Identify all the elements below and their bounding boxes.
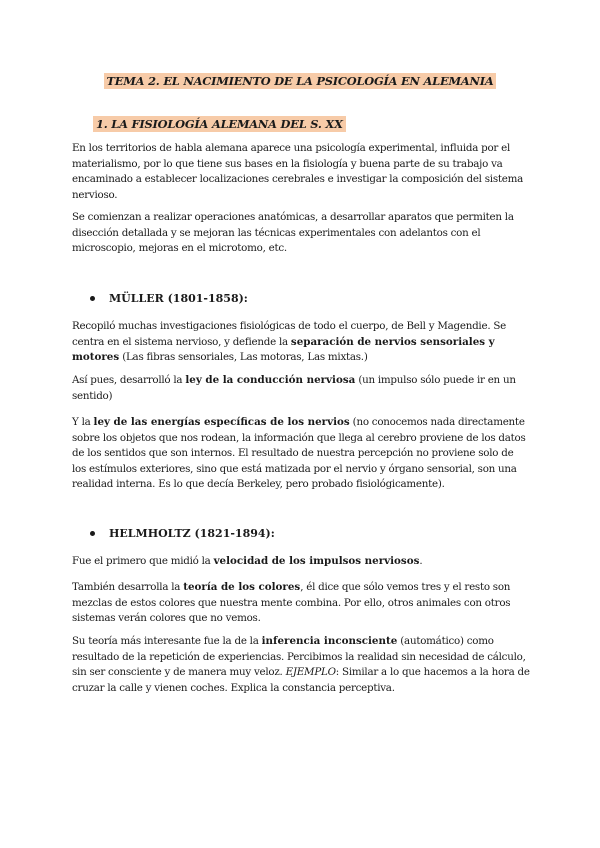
helmholtz-emphasis-3: inferencia inconsciente: [261, 635, 398, 647]
helmholtz-example-label: EJEMPLO: [285, 666, 336, 678]
title-text: TEMA 2. EL NACIMIENTO DE LA PSICOLOGÍA EN ALEMANIA: [104, 73, 497, 89]
section-heading-text: 1. LA FISIOLOGÍA ALEMANA DEL S. XX: [93, 116, 346, 132]
intro-paragraph-2: Se comienzan a realizar operaciones anatómicas, a desarrollar aparatos que permiten la disección detallada y se mejoran las técnicas experimentales con adelantos con el microscopio, mejoras en el microtomo, etc.: [72, 211, 514, 254]
muller-paragraph-3: Y la ley de las energías específicas de los nervios (no conocemos nada directamente sobre los objetos que nos rodean, la información que llega al cerebro proviene de los datos de los sentidos que son internos. El resultado de nuestra percepción no proviene solo de los estímulos exteriores, sino que está matizada por el nervio y órgano sensorial, son una realidad interna. Es lo que decía Berkeley, pero probado fisiológicamente).: [72, 416, 526, 490]
muller-heading: MÜLLER (1801-1858):: [109, 292, 248, 305]
document-title: [0, 70, 600, 89]
section-heading: [93, 113, 346, 132]
muller-paragraph-2: Así pues, desarrolló la ley de la conducción nerviosa (un impulso sólo puede ir en un sentido): [72, 374, 516, 402]
muller-emphasis-2: ley de la conducción nerviosa: [185, 374, 356, 386]
bullet-icon: [90, 531, 95, 536]
helmholtz-emphasis-1: velocidad de los impulsos nerviosos: [213, 555, 420, 567]
bullet-helmholtz: [90, 527, 275, 540]
helmholtz-emphasis-2: teoría de los colores: [183, 581, 301, 593]
helmholtz-paragraph-1: Fue el primero que midió la velocidad de los impulsos nerviosos.: [72, 555, 423, 567]
bullet-muller: [90, 292, 248, 305]
muller-paragraph-1: Recopiló muchas investigaciones fisiológicas de todo el cuerpo, de Bell y Magendie. Se centra en el sistema nervioso, y defiende la separación de nervios sensoriales y motores (Las fibras sensoriales, Las motoras, Las mixtas.): [72, 320, 507, 363]
helmholtz-paragraph-2: También desarrolla la teoría de los colores, él dice que sólo vemos tres y el resto son mezclas de estos colores que nuestra mente combina. Por ello, otros animales con otros sistemas verán colores que no vemos.: [72, 581, 511, 624]
helmholtz-heading: HELMHOLTZ (1821-1894):: [109, 527, 275, 540]
helmholtz-paragraph-3: Su teoría más interesante fue la de la inferencia inconsciente (automático) como resultado de la repetición de experiencias. Percibimos la realidad sin necesidad de cálculo, sin ser consciente y de manera muy veloz. EJEMPLO: Similar a lo que hacemos a la hora de cruzar la calle y vienen coches. Explica la constancia perceptiva.: [72, 635, 530, 694]
muller-emphasis-3: ley de las energías específicas de los nervios: [93, 416, 350, 428]
muller-emphasis-1: separación de nervios sensoriales y motores: [72, 335, 495, 363]
bullet-icon: [90, 296, 95, 301]
intro-paragraph-1: En los territorios de habla alemana aparece una psicología experimental, influida por el materialismo, por lo que tiene sus bases en la fisiología y buena parte de su trabajo va encaminado a establecer localizaciones cerebrales e investigar la composición del sistema nervioso.: [72, 142, 523, 201]
